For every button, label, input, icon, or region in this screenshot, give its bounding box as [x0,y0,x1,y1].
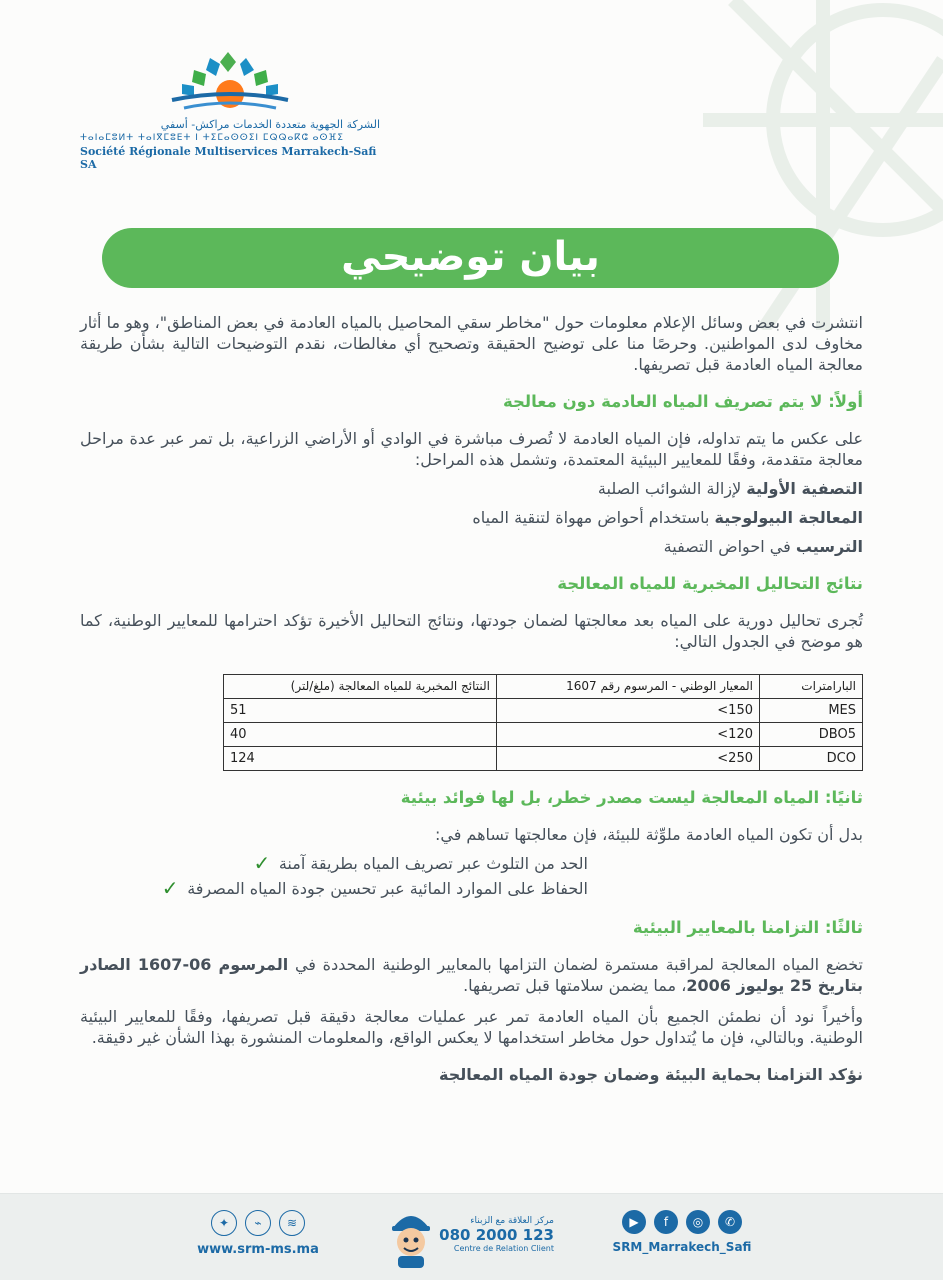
table-cell: DCO [760,747,863,771]
company-logo [80,50,390,171]
table-header: المعيار الوطني - المرسوم رقم 1607 [497,675,760,699]
social-icons [612,1210,752,1234]
sanitation-icon: ≋ [279,1210,305,1236]
table-cell: <150 [497,699,760,723]
step-item [80,536,863,557]
lab-heading: نتائج التحاليل المخبرية للمياه المعالجة [557,574,863,593]
water-tap-icon: ⌁ [245,1210,271,1236]
step-title: الترسيب [795,537,863,556]
table-row [224,747,863,771]
step-item [80,478,863,499]
section3-body [80,954,863,996]
lab-body: تُجرى تحاليل دورية على المياه بعد معالجتها لضمان جودتها، ونتائج التحاليل الأخيرة تؤكد احترامها للمعايير الوطنية، كما هو موضح في الجدول التالي: [80,611,863,651]
section1-heading: أولاً: لا يتم تصريف المياه العادمة دون معالجة [503,392,863,411]
instagram-icon[interactable]: ◎ [686,1210,710,1234]
commitment-statement: نؤكد التزامنا بحماية البيئة وضمان جودة المياه المعالجة [439,1065,863,1084]
list-item [80,851,863,876]
benefits-list [80,851,863,901]
table-header: البارامترات [760,675,863,699]
logo-name-arabic: الشركة الجهوية متعددة الخدمات مراكش- أسفي [160,118,380,131]
social-handle[interactable]: SRM_Marrakech_Safi [612,1240,752,1254]
intro-paragraph: انتشرت في بعض وسائل الإعلام معلومات حول "مخاطر سقي المحاصيل بالمياه العادمة في بعض المناطق"، وهو ما أثار مخاوف لدى المواطنين. وحرصًا منا على توضيح الحقيقة وتصحيح أي مغالطات، نقدم التوضيحات التالية بشأن طريقة معالجة المياه العادمة قبل تصريفها. [80,313,863,374]
table-cell: MES [760,699,863,723]
main-content [80,312,863,1085]
benefit-text: الحفاظ على الموارد المائية عبر تحسين جودة المياه المصرفة [187,879,588,898]
table-header-row [224,675,863,699]
logo-name-french: Société Régionale Multiservices Marrakech-Safi SA [80,145,377,171]
youtube-icon[interactable]: ▶ [622,1210,646,1234]
footer [0,1193,943,1280]
table-header: النتائج المخبرية للمياه المعالجة (ملغ/لتر) [224,675,497,699]
step-text: باستخدام أحواض مهواة لتنقية المياه [472,508,715,527]
lightbulb-icon: ✦ [211,1210,237,1236]
table-row [224,723,863,747]
checkmark-icon: ✓ [161,876,179,900]
step-text: في احواض التصفية [663,537,796,556]
checkmark-icon: ✓ [253,851,271,875]
website-link[interactable]: www.srm-ms.ma [197,1242,319,1257]
list-item [80,876,863,901]
section2-heading: ثانيًا: المياه المعالجة ليست مصدر خطر، بل لها فوائد بيئية [400,788,863,807]
customer-center-info [436,1216,554,1253]
whatsapp-icon[interactable]: ✆ [718,1210,742,1234]
step-text: لإزالة الشوائب الصلبة [597,479,747,498]
table-cell: DBO5 [760,723,863,747]
table-row [224,699,863,723]
step-title: المعالجة البيولوجية [714,508,863,527]
mascot-icon [388,1204,434,1268]
table-cell: 124 [224,747,497,771]
phone-number[interactable]: 080 2000 123 [439,1226,554,1244]
benefit-text: الحد من التلوث عبر تصريف المياه بطريقة آمنة [278,854,588,873]
decree-reference: المرسوم 06-1607 الصادر بتاريخ 25 يوليوز 2006 [80,955,863,995]
section1-body: على عكس ما يتم تداوله، فإن المياه العادمة لا تُصرف مباشرة في الوادي أو الأراضي الزراعية، بل تمر عبر عدة مراحل معالجة متقدمة، وفقًا للمعايير البيئية المعتمدة، وتشمل هذه المراحل: [80,429,863,469]
page-title: بيان توضيحي [102,228,839,288]
table-cell: 40 [224,723,497,747]
logo-name-tifinagh: ⵜⴰⵏⴰⵎⵓⵍⵜ ⵜⴰⵏⴳⵎⵓⴹⵜ ⵏ ⵜⵉⵎⴰⵙⵙⵉⵏ ⵎⵕⵕⴰⴽⵛ ⴰⵙⴼⵉ [80,133,344,143]
table-cell: 51 [224,699,497,723]
step-title: التصفية الأولية [746,479,863,498]
service-icons [188,1210,328,1236]
section3-heading: ثالثًا: التزامنا بالمعايير البيئية [632,918,863,937]
results-table [223,674,863,771]
customer-center-label-fr: Centre de Relation Client [453,1244,554,1253]
logo-emblem-icon [170,50,290,114]
table-cell: <120 [497,723,760,747]
footer-services [188,1210,328,1257]
section2-body: بدل أن تكون المياه العادمة ملوِّثة للبيئة، فإن معالجتها تساهم في: [434,825,863,844]
facebook-icon[interactable]: f [654,1210,678,1234]
customer-center [388,1204,558,1270]
social-links [612,1210,752,1254]
step-item [80,507,863,528]
customer-center-label: مركز العلاقة مع الزبناء [470,1216,554,1226]
section3-text: تخضع المياه المعالجة لمراقبة مستمرة لضمان التزامها بالمعايير الوطنية المحددة في [288,955,864,974]
closing-paragraph: وأخيراً نود أن نطمئن الجميع بأن المياه العادمة تمر عبر عمليات معالجة دقيقة قبل تصريفها، وفقًا للمعايير البيئية الوطنية. وبالتالي، فإن ما يُتداول حول مخاطر استخدامها لا يعكس الواقع، والمعلومات المنشورة بهذا الشأن غير دقيقة. [80,1007,863,1047]
table-cell: <250 [497,747,760,771]
section3-text-end: ، مما يضمن سلامتها قبل تصريفها. [463,976,687,995]
